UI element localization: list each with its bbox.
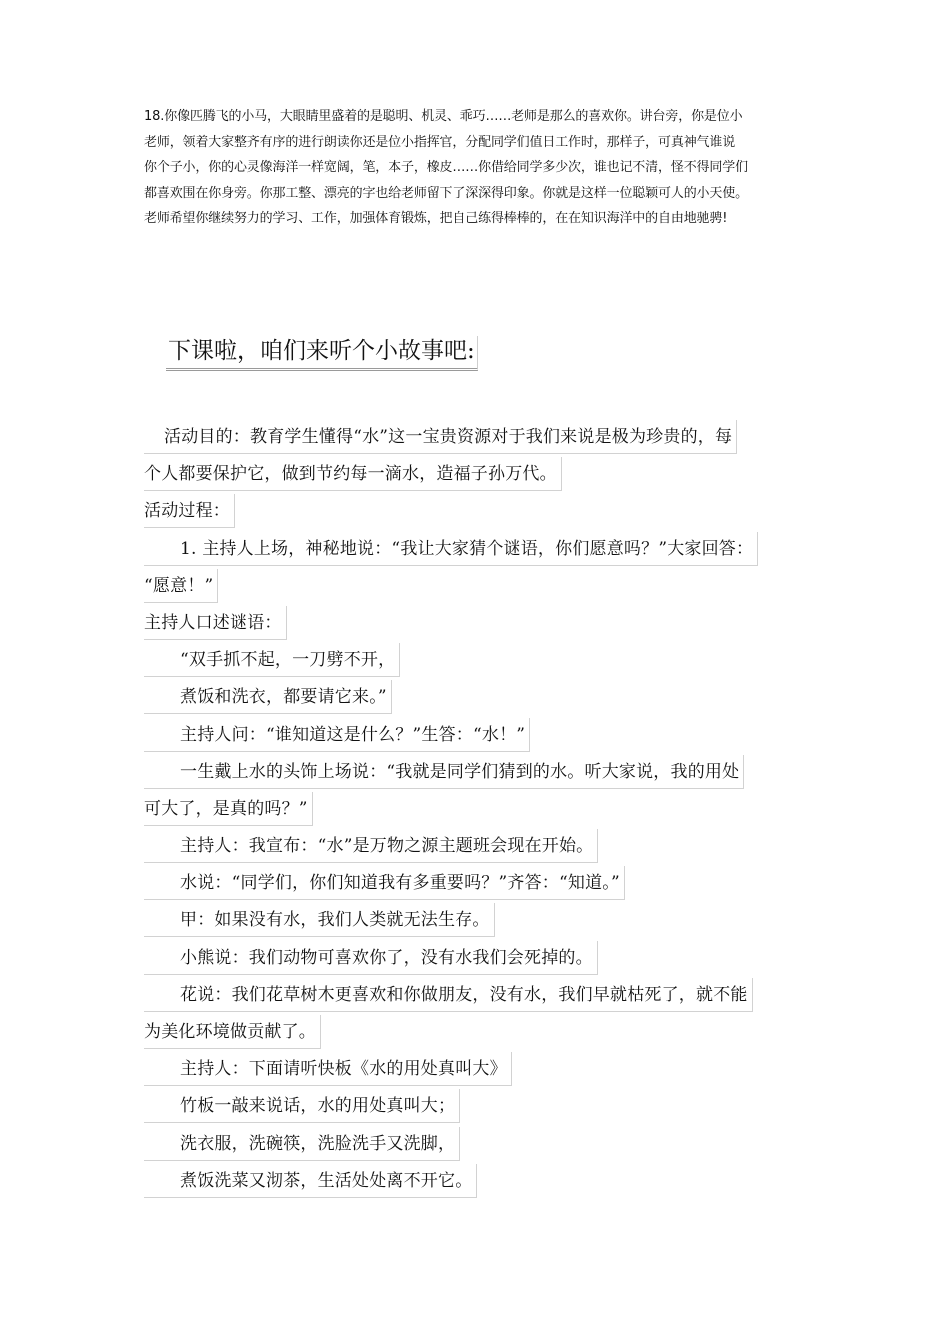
text-line xyxy=(144,978,814,1015)
text-line xyxy=(144,1015,814,1052)
text-line xyxy=(144,606,814,643)
text-line xyxy=(144,718,814,755)
activity-purpose-line: 个人都要保护它，做到节约每一滴水，造福子孙万代。 xyxy=(144,457,562,491)
text-line-content: 一生戴上水的头饰上场说：“我就是同学们猜到的水。听大家说，我的用处 xyxy=(144,755,744,789)
text-line-content: 小熊说：我们动物可喜欢你了，没有水我们会死掉的。 xyxy=(144,941,598,975)
teacher-comment xyxy=(144,104,816,232)
text-line xyxy=(144,792,814,829)
comment-line: 你个子小，你的心灵像海洋一样宽阔，笔，本子，橡皮……你借给同学多少次，谁也记不清，怪不得同学们 xyxy=(144,160,748,175)
comment-line: 老师，领着大家整齐有序的进行朗读你还是位小指挥官，分配同学们值日工作时，那样子，可真神气谁说 xyxy=(144,134,736,150)
text-line xyxy=(144,1089,814,1126)
text-line xyxy=(144,680,814,717)
text-line xyxy=(144,1127,814,1164)
text-line-content: 为美化环境做贡献了。 xyxy=(144,1015,321,1049)
text-line-content: 花说：我们花草树木更喜欢和你做朋友，没有水，我们早就枯死了，就不能 xyxy=(144,978,753,1012)
kuaiban-line: 煮饭洗菜又沏茶，生活处处离不开它。 xyxy=(144,1164,477,1198)
text-line-content: 甲：如果没有水，我们人类就无法生存。 xyxy=(144,903,495,937)
comment-line: 老师希望你继续努力的学习、工作，加强体育锻炼，把自己练得棒棒的，在在知识海洋中的自由地驰骋! xyxy=(144,211,728,226)
riddle-line: 煮饭和洗衣，都要请它来。” xyxy=(144,680,392,714)
comment-line: 18.你像匹腾飞的小马，大眼睛里盛着的是聪明、机灵、乖巧……老师是那么的喜欢你。讲台旁，你是位小 xyxy=(144,109,743,124)
riddle-line: “双手抓不起，一刀劈不开， xyxy=(144,643,400,677)
text-line xyxy=(144,494,814,531)
section-heading: 下课啦，咱们来听个小故事吧: xyxy=(166,336,478,371)
text-line xyxy=(144,532,814,569)
text-line-content: 1. 主持人上场，神秘地说：“我让大家猜个谜语，你们愿意吗？”大家回答： xyxy=(144,532,758,566)
text-line-content: 主持人问：“谁知道这是什么？”生答：“水！” xyxy=(144,718,530,752)
activity-text xyxy=(144,420,814,1201)
text-line-content: 主持人：下面请听快板《水的用处真叫大》 xyxy=(144,1052,512,1086)
text-line xyxy=(144,643,814,680)
activity-purpose-line: 活动目的：教育学生懂得“水”这一宝贵资源对于我们来说是极为珍贵的，每 xyxy=(144,420,737,454)
text-line xyxy=(144,1164,814,1201)
text-line xyxy=(144,420,814,457)
kuaiban-line: 竹板一敲来说话，水的用处真叫大； xyxy=(144,1089,460,1123)
text-line xyxy=(144,866,814,903)
activity-process-label: 活动过程： xyxy=(144,494,235,528)
text-line-content: “愿意！” xyxy=(144,569,218,603)
text-line xyxy=(144,941,814,978)
kuaiban-line: 洗衣服，洗碗筷，洗脸洗手又洗脚， xyxy=(144,1127,460,1161)
text-line-content: 主持人口述谜语： xyxy=(144,606,287,640)
text-line xyxy=(144,569,814,606)
text-line-content: 可大了，是真的吗？” xyxy=(144,792,313,826)
text-line-content: 主持人：我宣布：“水”是万物之源主题班会现在开始。 xyxy=(144,829,598,863)
text-line xyxy=(144,829,814,866)
text-line xyxy=(144,457,814,494)
text-line xyxy=(144,1052,814,1089)
text-line-content: 水说：“同学们，你们知道我有多重要吗？”齐答：“知道。” xyxy=(144,866,625,900)
text-line xyxy=(144,903,814,940)
comment-line: 都喜欢围在你身旁。你那工整、漂亮的字也给老师留下了深深得印象。你就是这样一位聪颖可人的小天使。 xyxy=(144,185,748,201)
text-line xyxy=(144,755,814,792)
